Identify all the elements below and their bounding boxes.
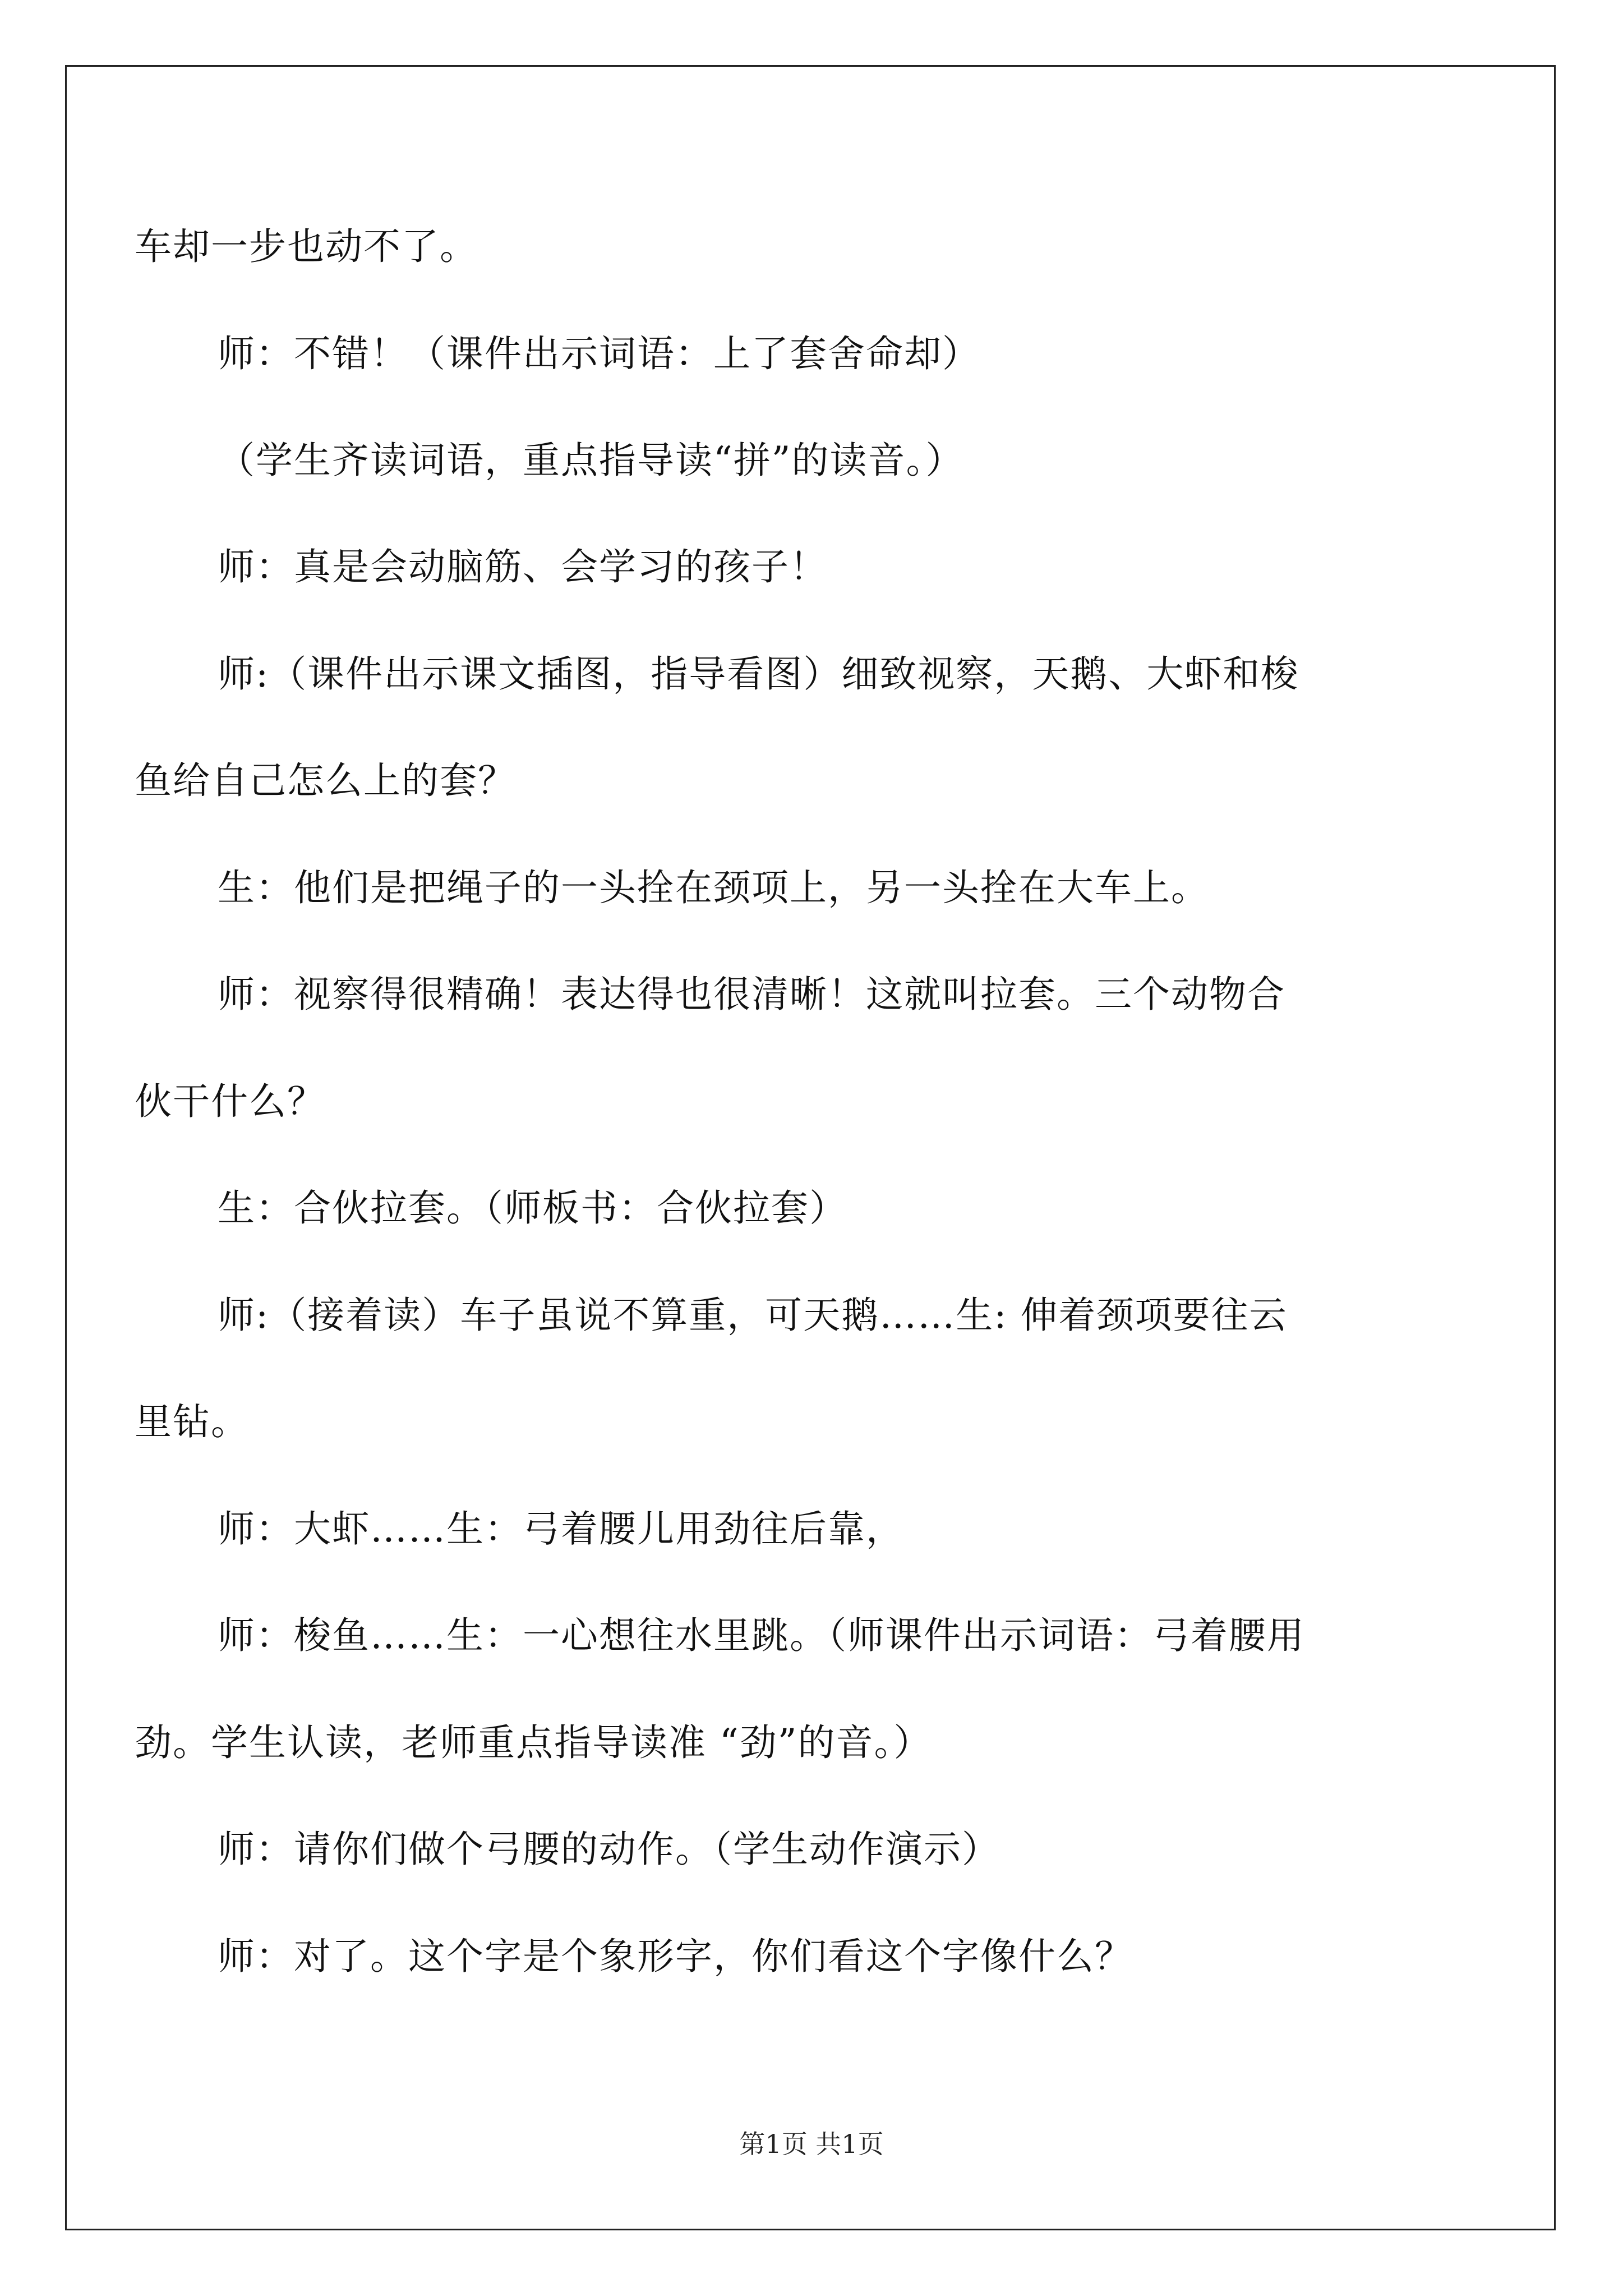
text-line: 鱼给自己怎么上的套？ [135,759,516,802]
text-line: 伙干什么？ [135,1080,325,1123]
page-border [65,65,1556,2230]
text-line: 师：不错！（课件出示词语：上了套舍命却） [218,332,980,375]
text-line: 师：请你们做个弓腰的动作。（学生动作演示） [218,1828,1000,1871]
text-line: 劲。学生认读，老师重点指导读准 “劲”的音。） [135,1721,932,1764]
text-line: （学生齐读词语，重点指导读“拼”的读音。） [218,439,964,482]
text-line: 师:（课件出示课文插图，指导看图）细致视察，天鹅、大虾和梭 [218,652,1299,696]
text-line: 师：大虾……生：弓着腰儿用劲往后靠， [218,1507,904,1550]
text-line: 里钻。 [135,1400,249,1443]
text-line: 生：他们是把绳子的一头拴在颈项上，另一头拴在大车上。 [218,866,1209,909]
text-line: 师：对了。这个字是个象形字，你们看这个字像什么？ [218,1935,1133,1978]
text-line: 车却一步也动不了。 [135,225,478,268]
text-line: 师：视察得很精确！表达得也很清晰！这就叫拉套。三个动物合 [218,973,1285,1016]
text-line: 师：真是会动脑筋、会学习的孩子！ [218,545,828,588]
text-line: 师：梭鱼……生：一心想往水里跳。（师课件出示词语：弓着腰用 [218,1614,1305,1657]
page-footer: 第1页 共1页 [739,2129,884,2159]
text-line: 师:（接着读）车子虽说不算重，可天鹅……生: 伸着颈项要往云 [218,1294,1288,1337]
text-line: 生：合伙拉套。（师板书：合伙拉套） [218,1186,847,1230]
